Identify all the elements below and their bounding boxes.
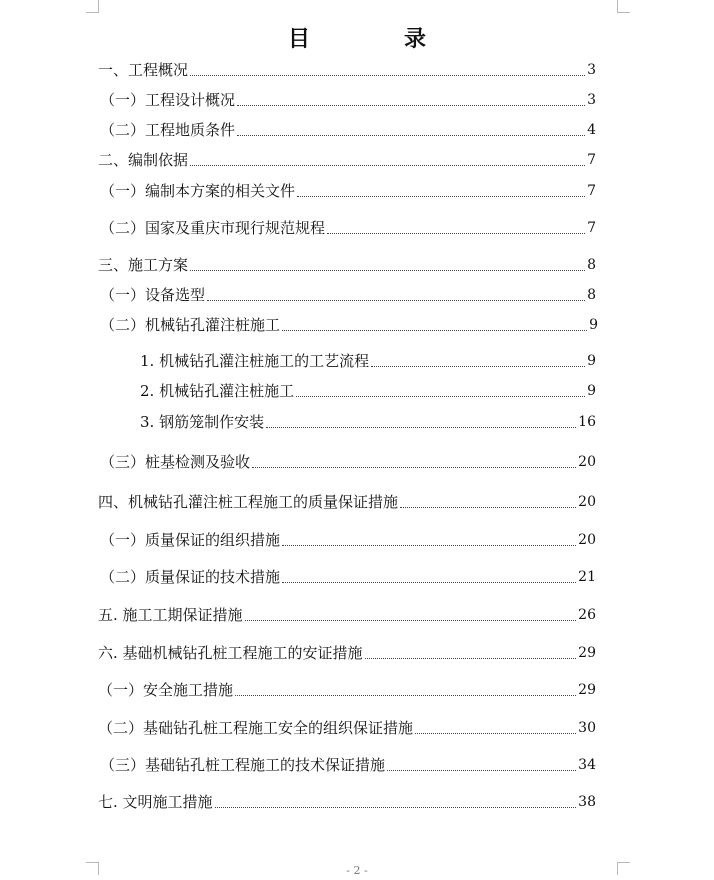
toc-leader bbox=[296, 396, 585, 397]
toc-entry[interactable] bbox=[98, 253, 596, 275]
toc-entry-page: 20 bbox=[578, 532, 596, 548]
toc-entry[interactable] bbox=[98, 641, 596, 663]
toc-entry-label: 1. 机械钻孔灌注桩施工的工艺流程 bbox=[140, 352, 370, 370]
toc-entry[interactable] bbox=[98, 490, 596, 512]
toc-entry-label: （一）质量保证的组织措施 bbox=[100, 531, 281, 549]
toc-leader bbox=[327, 233, 585, 234]
toc-leader bbox=[282, 545, 576, 546]
toc-entry[interactable] bbox=[100, 565, 596, 587]
toc-entry[interactable] bbox=[140, 379, 596, 401]
toc-entry-page: 29 bbox=[578, 645, 596, 661]
toc-leader bbox=[237, 135, 585, 136]
toc-leader bbox=[297, 196, 585, 197]
toc-entry-label: （二）工程地质条件 bbox=[100, 121, 236, 139]
toc-entry[interactable] bbox=[100, 216, 596, 238]
toc-entry-page: 29 bbox=[578, 682, 596, 698]
toc-leader bbox=[282, 582, 576, 583]
toc-entry-page: 20 bbox=[578, 454, 596, 470]
page-title: 目 录 bbox=[287, 26, 462, 52]
toc-leader bbox=[190, 270, 585, 271]
toc-entry-label: 六. 基础机械钻孔桩工程施工的安证措施 bbox=[98, 644, 363, 662]
toc-leader bbox=[190, 75, 585, 76]
toc-entry-label: 3. 钢筋笼制作安装 bbox=[140, 413, 265, 431]
toc-entry-label: （二）质量保证的技术措施 bbox=[100, 568, 281, 586]
toc-entry[interactable] bbox=[98, 678, 596, 700]
toc-entry-page: 9 bbox=[587, 383, 596, 399]
toc-leader bbox=[282, 330, 587, 331]
toc-leader bbox=[207, 300, 585, 301]
toc-entry-label: 二、编制依据 bbox=[98, 151, 189, 169]
toc-entry-page: 3 bbox=[587, 92, 596, 108]
toc-entry-label: （一）设备选型 bbox=[100, 286, 206, 304]
toc-entry-label: （三）基础钻孔桩工程施工的技术保证措施 bbox=[100, 756, 386, 774]
toc-leader bbox=[415, 733, 576, 734]
toc-entry-page: 9 bbox=[589, 317, 598, 333]
toc-entry-page: 7 bbox=[587, 183, 596, 199]
toc-entry-page: 9 bbox=[587, 353, 596, 369]
toc-entry-label: （一）安全施工措施 bbox=[98, 681, 234, 699]
toc-entry[interactable] bbox=[98, 716, 596, 738]
crop-mark-top-left bbox=[86, 0, 99, 13]
toc-entry[interactable] bbox=[100, 753, 596, 775]
toc-entry-page: 34 bbox=[578, 757, 596, 773]
toc-entry[interactable] bbox=[98, 58, 596, 80]
toc-entry[interactable] bbox=[140, 410, 596, 432]
toc-entry-label: 三、施工方案 bbox=[98, 256, 189, 274]
toc-entry[interactable] bbox=[98, 603, 596, 625]
toc-entry-page: 4 bbox=[587, 122, 596, 138]
toc-entry[interactable] bbox=[100, 118, 596, 140]
page-number: - 2 - bbox=[346, 864, 368, 877]
toc-leader bbox=[245, 620, 577, 621]
toc-entry-label: （二）基础钻孔桩工程施工安全的组织保证措施 bbox=[98, 719, 414, 737]
toc-leader bbox=[215, 807, 577, 808]
toc-entry[interactable] bbox=[100, 450, 596, 472]
toc-entry-page: 20 bbox=[578, 494, 596, 510]
toc-leader bbox=[235, 695, 576, 696]
toc-entry-page: 26 bbox=[578, 607, 596, 623]
toc-entry-label: （一）工程设计概况 bbox=[100, 91, 236, 109]
toc-entry-page: 38 bbox=[578, 794, 596, 810]
toc-entry-label: 2. 机械钻孔灌注桩施工 bbox=[140, 382, 295, 400]
toc-entry-label: （二）国家及重庆市现行规范规程 bbox=[100, 219, 326, 237]
toc-entry-page: 21 bbox=[578, 569, 596, 585]
toc-leader bbox=[237, 105, 585, 106]
toc-leader bbox=[400, 507, 576, 508]
toc-entry-page: 7 bbox=[587, 220, 596, 236]
toc-entry-page: 8 bbox=[587, 257, 596, 273]
toc-entry-label: 四、机械钻孔灌注桩工程施工的质量保证措施 bbox=[98, 493, 399, 511]
toc-leader bbox=[371, 366, 585, 367]
toc-leader bbox=[252, 467, 576, 468]
toc-entry[interactable] bbox=[98, 790, 596, 812]
toc-entry[interactable] bbox=[100, 528, 596, 550]
toc-leader bbox=[387, 770, 576, 771]
toc-entry-label: 一、工程概况 bbox=[98, 61, 189, 79]
toc-entry-label: （二）机械钻孔灌注桩施工 bbox=[100, 316, 281, 334]
toc-entry[interactable] bbox=[100, 179, 596, 201]
toc-entry-page: 16 bbox=[578, 414, 596, 430]
crop-mark-top-right bbox=[617, 0, 630, 13]
toc-leader bbox=[266, 427, 576, 428]
toc-entry-label: 五. 施工工期保证措施 bbox=[98, 606, 243, 624]
toc-entry[interactable] bbox=[140, 349, 596, 371]
toc-entry-page: 3 bbox=[587, 62, 596, 78]
toc-leader bbox=[365, 658, 577, 659]
toc-entry[interactable] bbox=[100, 88, 596, 110]
toc-entry-label: （一）编制本方案的相关文件 bbox=[100, 182, 296, 200]
toc-entry-label: 七. 文明施工措施 bbox=[98, 793, 213, 811]
toc-entry[interactable] bbox=[100, 283, 596, 305]
toc-entry-label: （三）桩基检测及验收 bbox=[100, 453, 251, 471]
toc-entry[interactable] bbox=[98, 148, 596, 170]
toc-entry-page: 7 bbox=[587, 152, 596, 168]
toc-entry-page: 30 bbox=[578, 720, 596, 736]
toc-leader bbox=[190, 165, 585, 166]
toc-entry[interactable] bbox=[100, 313, 598, 335]
toc-entry-page: 8 bbox=[587, 287, 596, 303]
